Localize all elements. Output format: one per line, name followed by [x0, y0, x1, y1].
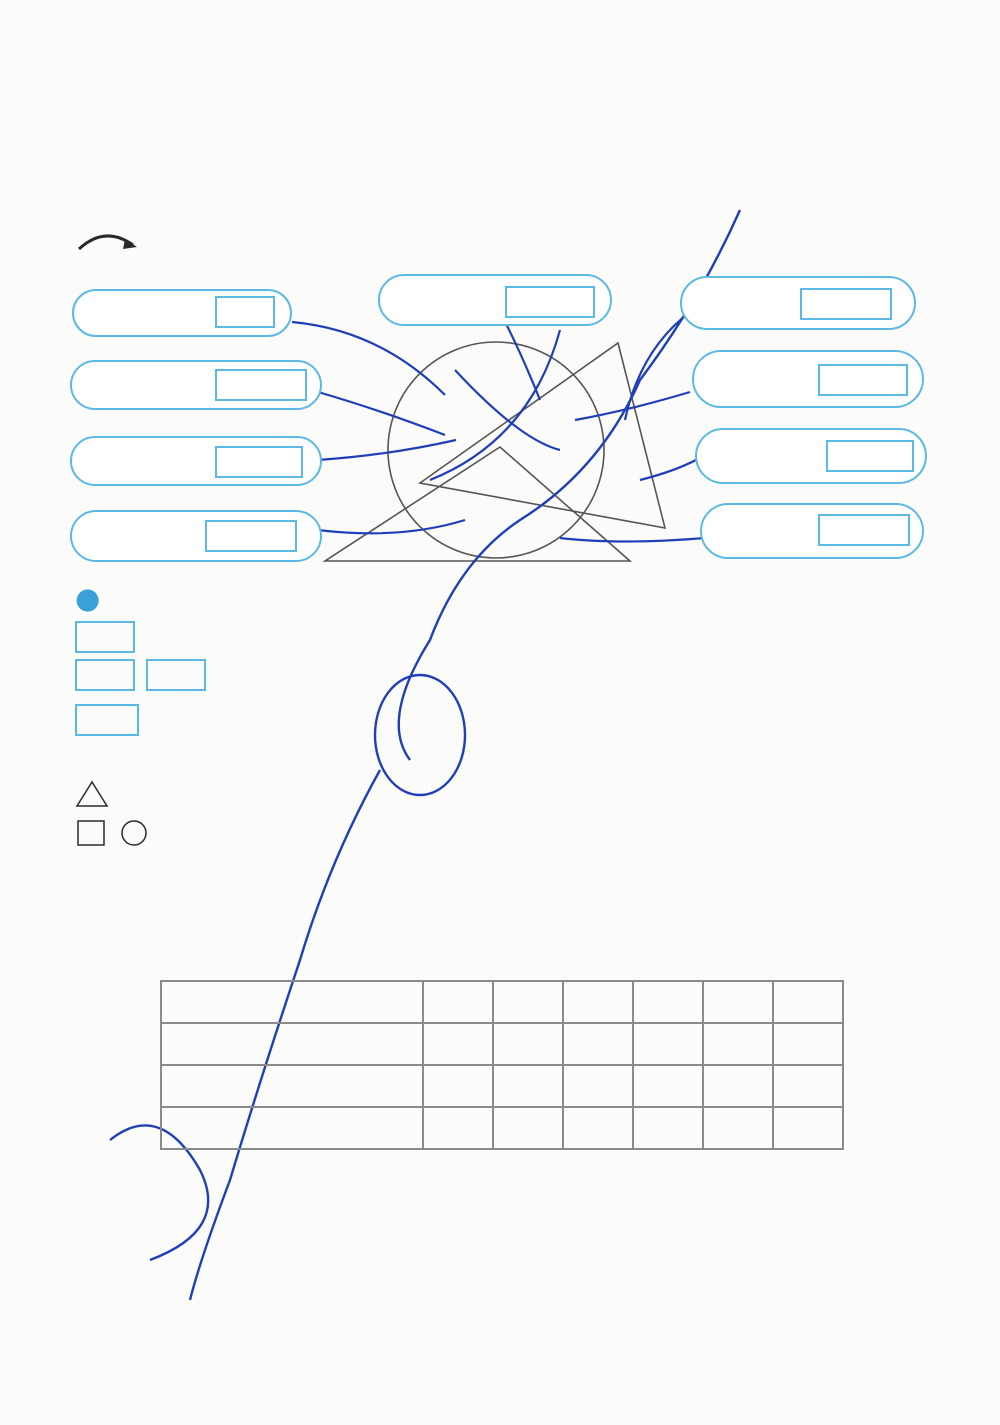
table-header-row — [161, 981, 843, 1023]
count-box-right — [75, 621, 135, 653]
table-cell[interactable] — [563, 1107, 633, 1149]
answer-box-2 — [215, 369, 307, 401]
table-cell[interactable] — [633, 1023, 703, 1065]
answer-box-9 — [818, 514, 910, 546]
task15-line1 — [75, 774, 109, 811]
sum-box — [75, 704, 139, 736]
question-line3 — [75, 655, 206, 692]
answer-box-3 — [215, 446, 303, 478]
triangle-icon — [75, 780, 109, 808]
question-line1 — [75, 580, 102, 617]
answer-box-8 — [826, 440, 914, 472]
table-cell[interactable] — [563, 1023, 633, 1065]
table-cell[interactable] — [423, 1065, 493, 1107]
answer-box-5 — [505, 286, 595, 318]
table-cell[interactable] — [773, 1023, 843, 1065]
table-cell[interactable] — [423, 1023, 493, 1065]
table-cell[interactable] — [493, 1107, 563, 1149]
table-row — [161, 1065, 843, 1107]
table-cell[interactable] — [633, 1065, 703, 1107]
right-triangle-shape — [325, 447, 630, 561]
count-box-obtuse — [75, 659, 135, 691]
table-row — [161, 1023, 843, 1065]
table-row — [161, 1107, 843, 1149]
count-box-circle — [146, 659, 206, 691]
table-cell[interactable] — [563, 1065, 633, 1107]
table-cell[interactable] — [423, 1107, 493, 1149]
answer-box-4 — [205, 520, 297, 552]
table-cell[interactable] — [493, 1023, 563, 1065]
table-cell[interactable] — [493, 1065, 563, 1107]
table-cell[interactable] — [773, 1107, 843, 1149]
question-line2 — [75, 617, 135, 654]
circle-icon — [118, 819, 150, 847]
bullet: ● — [75, 581, 102, 615]
square-icon — [75, 819, 107, 847]
table-cell[interactable] — [703, 1107, 773, 1149]
table-cell[interactable] — [633, 1107, 703, 1149]
table-cell[interactable] — [703, 1023, 773, 1065]
table-cell[interactable] — [773, 1065, 843, 1107]
arrangement-table — [160, 980, 844, 1150]
answer-box-6 — [800, 288, 892, 320]
question-line4 — [75, 700, 139, 737]
task15-line2 — [75, 813, 150, 850]
answer-box-1 — [215, 296, 275, 328]
table-cell[interactable] — [703, 1065, 773, 1107]
answer-box-7 — [818, 364, 908, 396]
